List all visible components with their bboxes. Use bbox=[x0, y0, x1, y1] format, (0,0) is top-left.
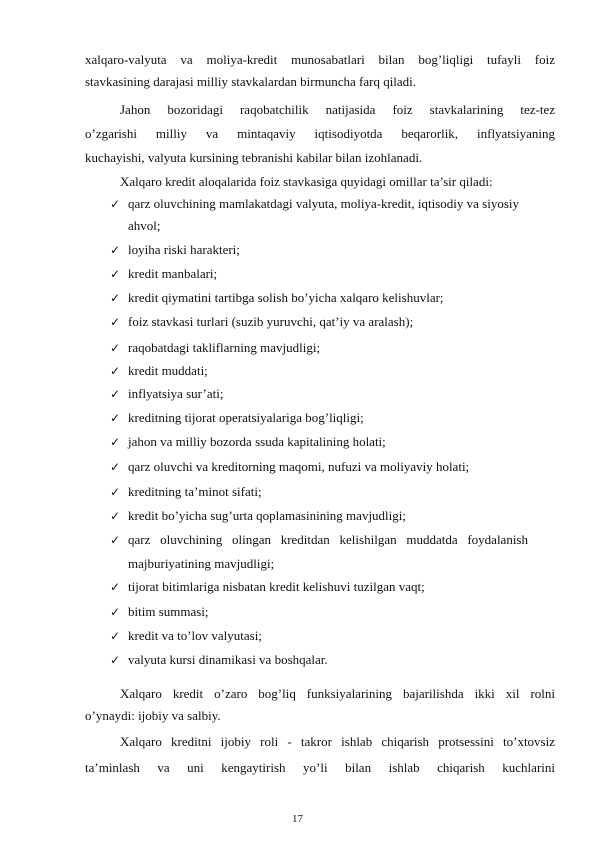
list-item-text: qarz oluvchining mamlakatdagi valyuta, moliya-kredit, iqtisodiy va siyosiy bbox=[128, 196, 520, 211]
list-item-text: raqobatdagi takliflarning mavjudligi; bbox=[128, 340, 321, 355]
list-intro: Xalqaro kredit aloqalarida foiz stavkasiga quyidagi omillar ta’sir qiladi: bbox=[120, 174, 493, 189]
list-item-text: kreditning ta’minot sifati; bbox=[128, 484, 262, 499]
paragraph-line: o’zgarishi milliy va mintaqaviy iqtisodiyotda beqarorlik, inflyatsiyaning bbox=[85, 126, 555, 141]
checkmark-icon: ✓ bbox=[110, 509, 121, 523]
list-item-text: foiz stavkasi turlari (suzib yuruvchi, qat’iy va aralash); bbox=[128, 314, 414, 329]
list-item-text: loyiha riski harakteri; bbox=[128, 242, 240, 257]
paragraph-line: Xalqaro kreditni ijobiy roli - takror ishlab chiqarish protsessini to’xtovsiz bbox=[120, 734, 555, 749]
list-item-text: valyuta kursi dinamikasi va boshqalar. bbox=[128, 652, 328, 667]
checkmark-icon: ✓ bbox=[110, 460, 121, 474]
list-item-text: qarz oluvchining olingan kreditdan kelishilgan muddatda foydalanish bbox=[128, 532, 528, 547]
checkmark-icon: ✓ bbox=[110, 580, 121, 594]
paragraph-line: xalqaro-valyuta va moliya-kredit munosabatlari bilan bog’liqligi tufayli foiz bbox=[85, 52, 555, 67]
checkmark-icon: ✓ bbox=[110, 197, 121, 211]
paragraph-line: ta’minlash va uni kengaytirish yo’li bilan ishlab chiqarish kuchlarini bbox=[85, 760, 555, 775]
checkmark-icon: ✓ bbox=[110, 629, 121, 643]
checkmark-icon: ✓ bbox=[110, 315, 121, 329]
checkmark-icon: ✓ bbox=[110, 411, 121, 425]
list-item-text: kredit va to’lov valyutasi; bbox=[128, 628, 262, 643]
list-item-text: kredit bo’yicha sug’urta qoplamasinining mavjudligi; bbox=[128, 508, 407, 523]
list-item-text: bitim summasi; bbox=[128, 604, 209, 619]
paragraph-line: o’ynaydi: ijobiy va salbiy. bbox=[85, 708, 221, 723]
paragraph-line: Jahon bozoridagi raqobatchilik natijasida foiz stavkalarining tez-tez bbox=[120, 102, 555, 117]
paragraph-line: kuchayishi, valyuta kursining tebranishi kabilar bilan izohlanadi. bbox=[85, 150, 423, 165]
checkmark-icon: ✓ bbox=[110, 387, 121, 401]
page-number: 17 bbox=[292, 813, 303, 825]
list-item-continuation: ahvol; bbox=[128, 218, 161, 233]
checkmark-icon: ✓ bbox=[110, 364, 121, 378]
list-item-text: tijorat bitimlariga nisbatan kredit kelishuvi tuzilgan vaqt; bbox=[128, 579, 425, 594]
list-item-text: kreditning tijorat operatsiyalariga bog’liqligi; bbox=[128, 410, 364, 425]
checkmark-icon: ✓ bbox=[110, 485, 121, 499]
list-item-text: qarz oluvchi va kreditorning maqomi, nufuzi va moliyaviy holati; bbox=[128, 459, 470, 474]
checkmark-icon: ✓ bbox=[110, 435, 121, 449]
checkmark-icon: ✓ bbox=[110, 267, 121, 281]
list-item-text: kredit qiymatini tartibga solish bo’yicha xalqaro kelishuvlar; bbox=[128, 290, 444, 305]
paragraph-line: stavkasining darajasi milliy stavkalardan birmuncha farq qiladi. bbox=[85, 74, 417, 89]
list-item-text: kredit manbalari; bbox=[128, 266, 218, 281]
checkmark-icon: ✓ bbox=[110, 653, 121, 667]
list-item-text: inflyatsiya sur’ati; bbox=[128, 386, 224, 401]
checkmark-icon: ✓ bbox=[110, 291, 121, 305]
paragraph-line: Xalqaro kredit o’zaro bog’liq funksiyalarining bajarilishda ikki xil rolni bbox=[120, 686, 555, 701]
checkmark-icon: ✓ bbox=[110, 243, 121, 257]
list-item-text: kredit muddati; bbox=[128, 363, 208, 378]
list-item-continuation: majburiyatining mavjudligi; bbox=[128, 556, 275, 571]
checkmark-icon: ✓ bbox=[110, 533, 121, 547]
list-item-text: jahon va milliy bozorda ssuda kapitalining holati; bbox=[128, 434, 386, 449]
checkmark-icon: ✓ bbox=[110, 341, 121, 355]
checkmark-icon: ✓ bbox=[110, 605, 121, 619]
